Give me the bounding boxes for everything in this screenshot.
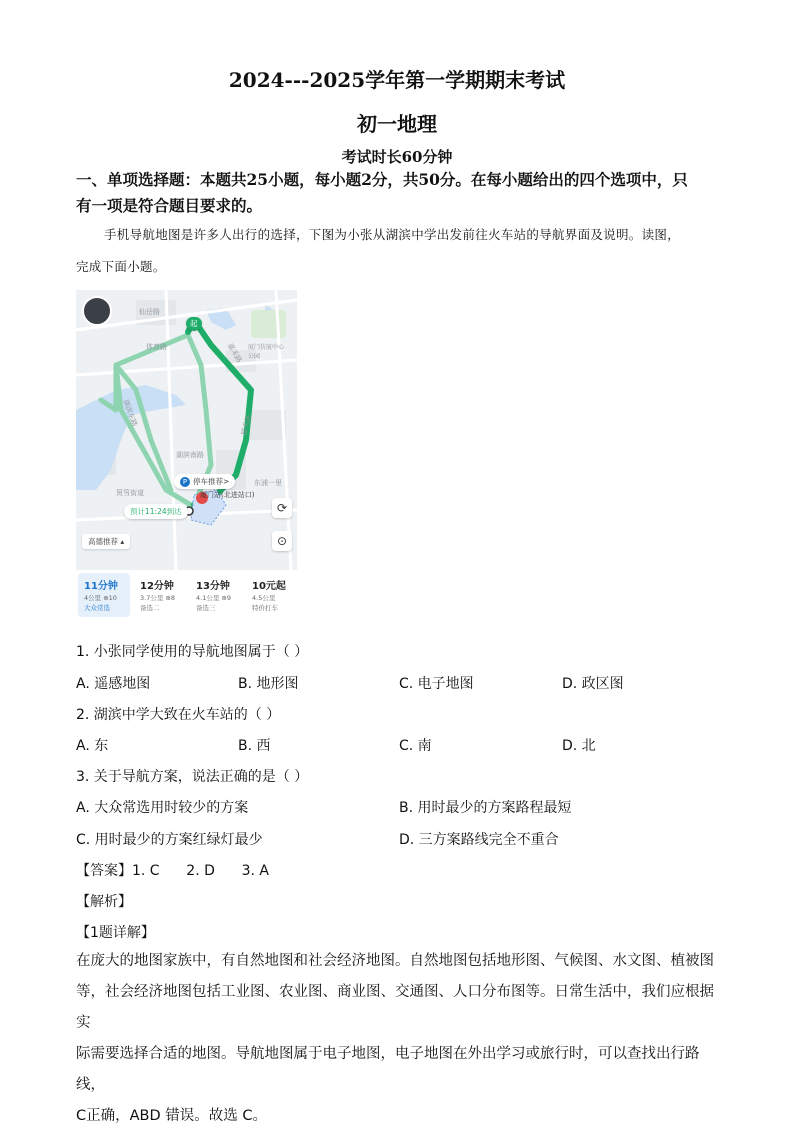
plan-time: 12分钟	[140, 581, 174, 592]
navigation-map-figure	[76, 290, 297, 618]
exam-duration: 考试时长60分钟	[341, 148, 453, 166]
map-canvas	[76, 290, 297, 570]
road-label-tiyu: 体育路	[146, 343, 167, 351]
answer-values: 1. C 2. D 3. A	[132, 863, 269, 879]
section-heading-line2: 有一项是符合题目要求的。	[76, 196, 263, 215]
plan-detail: 3.7公里 ⊕8	[140, 594, 175, 602]
intro-line1: 手机导航地图是许多人出行的选择，下图为小张从湖滨中学出发前往火车站的导航界面及说明。读图，	[104, 227, 681, 242]
plan-tag: 特价打车	[252, 604, 278, 612]
eta-tag: 预计11:24到达	[124, 504, 188, 519]
q1-option-c[interactable]: C. 电子地图	[399, 676, 474, 692]
q3-option-b[interactable]: B. 用时最少的方案路程最短	[399, 800, 572, 816]
road-label-hubin-south: 湖滨南路	[176, 451, 204, 459]
amap-recommend-dropdown[interactable]	[82, 534, 130, 549]
plan-time: 10元起	[252, 581, 286, 592]
route-plan-2[interactable]	[134, 573, 186, 617]
detail-1-label: 【1题详解】	[76, 925, 155, 941]
q3-option-a[interactable]: A. 大众常选用时较少的方案	[76, 800, 249, 816]
plan-tag: 大众常选	[84, 604, 110, 612]
chevron-up-icon: ▴	[120, 537, 125, 546]
q3-option-d[interactable]: D. 三方案路线完全不重合	[399, 832, 559, 848]
plan-tag: 备选三	[196, 604, 216, 612]
detail-1-paragraph	[76, 946, 720, 1132]
question-intro	[76, 219, 726, 283]
road-label-xianyue: 仙岳路	[139, 308, 160, 316]
road-label-dongpu: 东浦一里	[254, 479, 282, 487]
section-heading-line1: 一、单项选择题：本题共25小题，每小题2分，共50分。在每小题给出的四个选项中，只	[76, 170, 688, 189]
exam-title: 2024---2025学年第一学期期末考试	[228, 68, 566, 92]
detail-1-line: 际需要选择合适的地图。导航地图属于电子地图，电子地图在外出学习或旅行时，可以查找出行路线，	[76, 1046, 700, 1093]
parking-recommend-tag[interactable]	[174, 474, 235, 489]
plan-tag: 备选二	[140, 604, 160, 612]
q2-option-a[interactable]: A. 东	[76, 738, 109, 754]
road-label-xiahe: 厦禾路	[239, 413, 254, 437]
plan-detail: 4.5公里	[252, 594, 276, 602]
plan-detail: 4公里 ⊕10	[84, 594, 117, 602]
detail-1-line: 等，社会经济地图包括工业图、农业图、商业图、交通图、人口分布图等。日常生活中，我们应根据实	[76, 984, 714, 1031]
parking-icon: P	[180, 477, 190, 487]
road-label-jiahe: 嘉禾路	[225, 341, 244, 365]
question-1-stem: 1. 小张同学使用的导航地图属于（ ）	[76, 644, 309, 660]
avatar	[82, 296, 112, 326]
section-heading	[76, 167, 726, 219]
plan-time: 13分钟	[196, 581, 230, 592]
q3-option-c[interactable]: C. 用时最少的方案红绿灯最少	[76, 832, 263, 848]
road-label-hubin-east: 湖滨东路	[121, 398, 139, 428]
analysis-label: 【解析】	[76, 894, 132, 910]
station-label: 厦门站(北进站口)	[200, 491, 255, 499]
route-plan-1[interactable]	[78, 573, 130, 617]
route-plan-taxi[interactable]	[246, 573, 297, 617]
q1-option-b[interactable]: B. 地形图	[238, 676, 299, 692]
plan-time: 11分钟	[84, 581, 118, 592]
question-2-stem: 2. 湖滨中学大致在火车站的（ ）	[76, 707, 281, 723]
q1-option-d[interactable]: D. 政区图	[562, 676, 624, 692]
answer-line	[76, 860, 269, 880]
amap-recommend-label: 高德推荐	[88, 537, 118, 546]
parking-recommend-label: 停车推荐>	[193, 477, 230, 486]
locate-icon[interactable]: ⊙	[272, 531, 292, 551]
start-marker-label: 起	[186, 317, 202, 330]
q2-option-c[interactable]: C. 南	[399, 738, 432, 754]
subject-title: 初一地理	[357, 112, 437, 136]
road-label-yundang: 筼筜街道	[116, 489, 144, 497]
plan-detail: 4.1公里 ⊕9	[196, 594, 231, 602]
question-3-stem: 3. 关于导航方案，说法正确的是（ ）	[76, 769, 309, 785]
q2-option-b[interactable]: B. 西	[238, 738, 271, 754]
road-label-park: 厦门仿厦中心公园	[248, 344, 285, 360]
refresh-icon[interactable]: ⟳	[272, 498, 292, 518]
q2-option-d[interactable]: D. 北	[562, 738, 596, 754]
route-plan-3[interactable]	[190, 573, 242, 617]
detail-1-line: C正确，ABD 错误。故选 C。	[76, 1108, 267, 1124]
detail-1-line: 在庞大的地图家族中，有自然地图和社会经济地图。自然地图包括地形图、气候图、水文图、植被图	[76, 953, 714, 969]
intro-line2: 完成下面小题。	[76, 259, 166, 274]
answer-label: 【答案】	[76, 863, 132, 879]
q1-option-a[interactable]: A. 遥感地图	[76, 676, 151, 692]
